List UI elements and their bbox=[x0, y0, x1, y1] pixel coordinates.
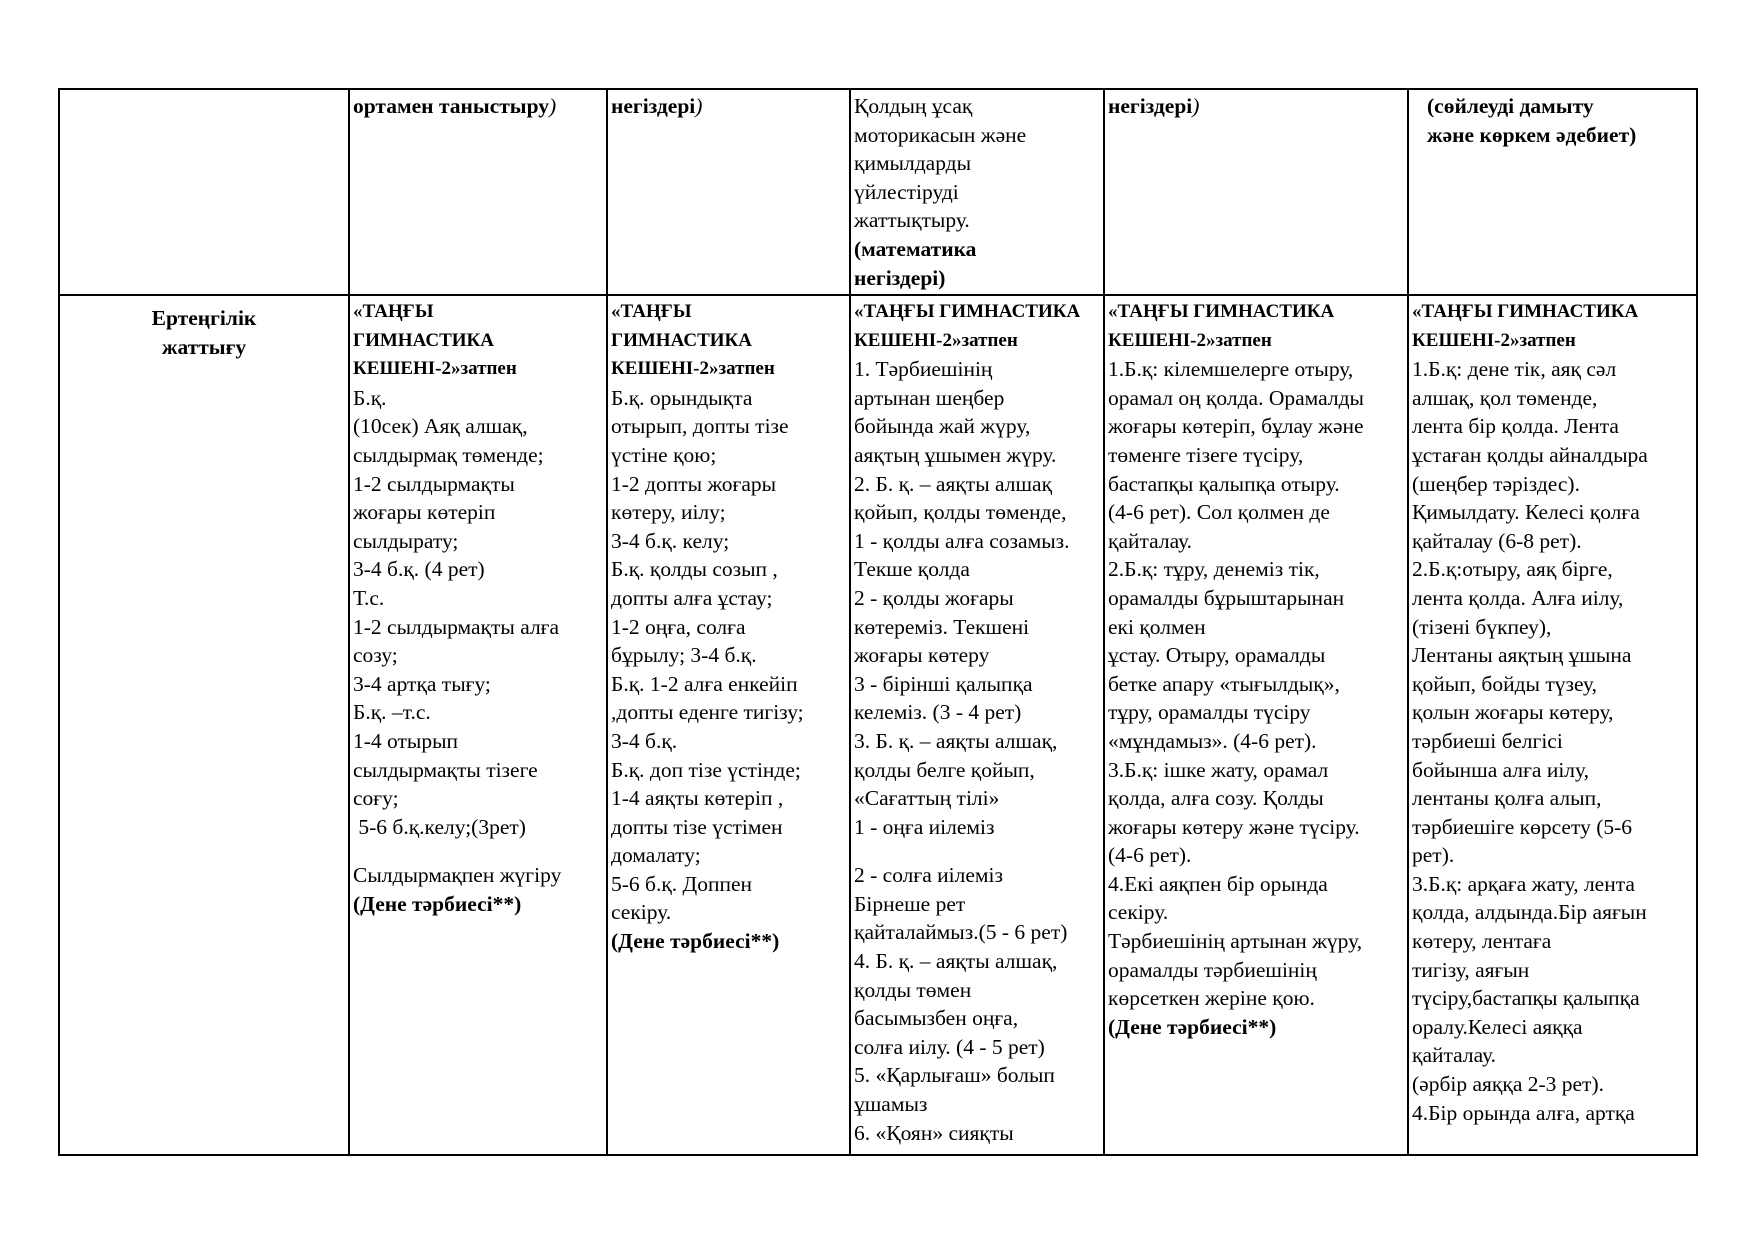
cell-line: қолды белге қойып, bbox=[854, 757, 1035, 782]
cell-line: Қолдың ұсақ bbox=[854, 94, 973, 118]
cell-line: 1-2 сылдырмақты bbox=[353, 471, 515, 496]
cell-line: Сылдырмақпен жүгіру bbox=[353, 863, 562, 888]
cell-line: 3-4 б.қ. келу; bbox=[611, 528, 730, 553]
cell-line: артынан шеңбер bbox=[854, 385, 1005, 410]
cell-line: екі қолмен bbox=[1108, 614, 1206, 639]
cell-line: (шеңбер тәріздес). bbox=[1412, 471, 1580, 496]
cell-text: ортамен таныстыру bbox=[353, 94, 550, 118]
cell-line: бетке апару «тығылдық», bbox=[1108, 671, 1340, 696]
cell-line: «ТАҢҒЫ ГИМНАСТИКА bbox=[854, 301, 1081, 322]
cell-line: Лентаны аяқтың ұшына bbox=[1412, 643, 1632, 668]
cell-line: «ТАҢҒЫ bbox=[353, 301, 434, 322]
cell-line: Тәрбиешінің артынан жүру, bbox=[1108, 929, 1363, 954]
row1-col1-cell bbox=[59, 89, 349, 295]
cell-line: түсіру,бастапқы қалыпқа bbox=[1412, 986, 1640, 1011]
cell-line: бойында жай жүру, bbox=[854, 414, 1031, 439]
cell-line: КЕШЕНІ-2»затпен bbox=[1412, 329, 1576, 351]
cell-line: Т.с. bbox=[353, 585, 385, 610]
cell-line: бойынша алға иілу, bbox=[1412, 757, 1589, 782]
cell-line: қолын жоғары көтеру, bbox=[1412, 700, 1614, 725]
cell-line: (әрбір аяққа 2-3 рет). bbox=[1412, 1072, 1604, 1097]
cell-line: тигізу, аяғын bbox=[1412, 957, 1530, 982]
cell-text: негіздері bbox=[611, 94, 696, 118]
cell-line: қойып, қолды төмендe, bbox=[854, 500, 1067, 525]
cell-line: жоғары көтеру және түсіру. bbox=[1108, 814, 1360, 839]
cell-line: 4.Бір орында алға, артқа bbox=[1412, 1100, 1635, 1125]
cell-line: тұру, орамалды түсіру bbox=[1108, 700, 1311, 725]
cell-line: жоғары көтеріп, бұлау және bbox=[1108, 414, 1364, 439]
cell-line: 2. Б. қ. – аяқты алшақ bbox=[854, 471, 1053, 496]
cell-line: ұшамыз bbox=[854, 1092, 928, 1117]
cell-line: отырып, допты тізе bbox=[611, 414, 789, 439]
blank-line bbox=[854, 841, 1100, 861]
cell-line: 2 - қолды жоғары bbox=[854, 585, 1014, 610]
cell-line: (10сек) Аяқ алшақ, bbox=[353, 414, 528, 439]
cell-line: қимылдарды bbox=[854, 151, 972, 176]
cell-line: Б.қ. bbox=[353, 385, 387, 410]
cell-line: жоғары көтеріп bbox=[353, 500, 496, 525]
cell-line: Б.қ. қолды созып , bbox=[611, 557, 778, 582]
cell-line: жоғары көтеру bbox=[854, 643, 990, 668]
cell-line: КЕШЕНІ-2»затпен bbox=[854, 329, 1018, 351]
cell-line: Б.қ. доп тізе үстінде; bbox=[611, 757, 801, 782]
cell-line: (Дене тәрбиесі**) bbox=[611, 929, 780, 954]
cell-text: ) bbox=[549, 94, 557, 118]
row2-col4-cell bbox=[850, 295, 1104, 1155]
cell-line: жаттықтыру. bbox=[854, 208, 970, 233]
cell-line: секіру. bbox=[611, 900, 672, 925]
cell-line: орамалды тәрбиешінің bbox=[1108, 957, 1317, 982]
cell-line: (сөйлеуді дамыту bbox=[1427, 94, 1594, 118]
cell-line: 5-6 б.қ.келу;(3рет) bbox=[353, 814, 526, 839]
cell-line: 3-4 б.қ. bbox=[611, 728, 678, 753]
cell-line: ,допты еденге тигізу; bbox=[611, 700, 804, 725]
cell-line: солға иілу. (4 - 5 рет) bbox=[854, 1034, 1045, 1059]
row-label: жаттығу bbox=[161, 334, 247, 359]
cell-line: ГИМНАСТИКА bbox=[611, 329, 753, 351]
cell-line: домалату; bbox=[611, 843, 701, 868]
cell-line: 1-4 отырып bbox=[353, 728, 459, 753]
cell-line: 1 - оңға иілеміз bbox=[854, 814, 995, 839]
cell-line: 2.Б.қ:отыру, аяқ бірге, bbox=[1412, 557, 1613, 582]
cell-line: 3-4 артқа тығу; bbox=[353, 671, 491, 696]
cell-line: сылдырату; bbox=[353, 528, 459, 553]
cell-line: қайталау. bbox=[1108, 528, 1193, 553]
cell-line: (математика bbox=[854, 236, 977, 261]
cell-line: 3. Б. қ. – аяқты алшақ, bbox=[854, 728, 1058, 753]
cell-line: және көркем әдебиет) bbox=[1427, 122, 1637, 147]
cell-line: қайталаймыз.(5 - 6 рет) bbox=[854, 920, 1068, 945]
cell-line: 5. «Қарлығаш» болып bbox=[854, 1063, 1055, 1088]
cell-line: соғу; bbox=[353, 786, 399, 811]
row1-col4-cell bbox=[850, 89, 1104, 295]
cell-line: көтеру, лентаға bbox=[1412, 929, 1552, 954]
cell-line: қолда, алдында.Бір аяғын bbox=[1412, 900, 1647, 925]
cell-line: тәрбиеші белгісі bbox=[1412, 728, 1563, 753]
cell-line: 3 - бірінші қалыпқа bbox=[854, 671, 1033, 696]
cell-line: созу; bbox=[353, 643, 398, 668]
cell-line: (4-6 рет). bbox=[1108, 843, 1192, 868]
cell-text: ) bbox=[695, 94, 703, 118]
cell-line: КЕШЕНІ-2»затпен bbox=[353, 358, 517, 380]
row2-col2-cell bbox=[349, 295, 607, 1155]
cell-line: қолда, алға созу. Қолды bbox=[1108, 786, 1324, 811]
cell-line: 1 - қолды алға созамыз. bbox=[854, 528, 1070, 553]
cell-line: (4-6 рет). Сол қолмен де bbox=[1108, 500, 1330, 525]
cell-line: 4.Екі аяқпен бір орында bbox=[1108, 871, 1328, 896]
table-row bbox=[59, 89, 1697, 295]
cell-line: Бірнеше рет bbox=[854, 891, 966, 916]
cell-line: алшақ, қол төменде, bbox=[1412, 385, 1598, 410]
cell-line: 3.Б.қ: арқаға жату, лента bbox=[1412, 871, 1635, 896]
cell-line: бастапқы қалыпқа отыру. bbox=[1108, 471, 1340, 496]
cell-line: қайталау (6-8 рет). bbox=[1412, 528, 1582, 553]
row-label-cell bbox=[59, 295, 349, 1155]
blank-line bbox=[353, 841, 603, 861]
cell-line: лента бір қолда. Лента bbox=[1412, 414, 1619, 439]
cell-line: допты тізе үстімен bbox=[611, 814, 783, 839]
cell-line: орамал оң қолда. Орамалды bbox=[1108, 385, 1364, 410]
cell-line: көтереміз. Текшені bbox=[854, 614, 1030, 639]
cell-line: қайталау. bbox=[1412, 1043, 1497, 1068]
cell-line: «Сағаттың тілі» bbox=[854, 786, 1000, 811]
cell-line: көрсеткен жеріне қою. bbox=[1108, 986, 1315, 1011]
cell-line: бұрылу; 3-4 б.қ. bbox=[611, 643, 757, 668]
cell-line: Қимылдату. Келесі қолға bbox=[1412, 500, 1640, 525]
cell-line: 1-2 допты жоғары bbox=[611, 471, 777, 496]
cell-line: сылдырмақты тізеге bbox=[353, 757, 538, 782]
cell-line: оралу.Келесі аяққа bbox=[1412, 1014, 1583, 1039]
cell-line: 2 - солға иілеміз bbox=[854, 863, 1003, 888]
cell-line: 1-4 аяқты көтеріп , bbox=[611, 786, 784, 811]
cell-line: моторикасын және bbox=[854, 122, 1027, 147]
cell-line: Б.қ. –т.с. bbox=[353, 700, 431, 725]
cell-line: «ТАҢҒЫ ГИМНАСТИКА bbox=[1412, 301, 1639, 322]
cell-line: 1-2 сылдырмақты алға bbox=[353, 614, 560, 639]
cell-line: тәрбиешіге көрсету (5-6 bbox=[1412, 814, 1633, 839]
cell-line: төменге тізеге түсіру, bbox=[1108, 442, 1304, 467]
cell-line: аяқтың ұшымен жүру. bbox=[854, 442, 1057, 467]
cell-text: негіздері bbox=[1108, 94, 1193, 118]
cell-line: 1. Тәрбиешінің bbox=[854, 357, 993, 382]
cell-line: КЕШЕНІ-2»затпен bbox=[611, 358, 775, 380]
cell-line: лентаны қолға алып, bbox=[1412, 786, 1602, 811]
cell-line: орамалды бұрыштарынан bbox=[1108, 585, 1345, 610]
schedule-table bbox=[58, 88, 1698, 1156]
cell-line: (Дене тәрбиесі**) bbox=[353, 891, 522, 916]
row2-col3-cell bbox=[607, 295, 850, 1155]
cell-line: «ТАҢҒЫ ГИМНАСТИКА bbox=[1108, 301, 1335, 322]
cell-line: ұстаған қолды айналдыра bbox=[1412, 442, 1648, 467]
cell-line: рет). bbox=[1412, 843, 1455, 868]
row-label: Ертеңгілік bbox=[151, 306, 257, 330]
cell-line: (тізені бүкпеу), bbox=[1412, 614, 1552, 639]
cell-line: лента қолда. Алға иілу, bbox=[1412, 585, 1624, 610]
cell-line: секіру. bbox=[1108, 900, 1169, 925]
cell-line: қойып, бойды түзеу, bbox=[1412, 671, 1597, 696]
cell-line: Б.қ. орындықта bbox=[611, 385, 753, 410]
cell-line: ұстау. Отыру, орамалды bbox=[1108, 643, 1326, 668]
cell-line: КЕШЕНІ-2»затпен bbox=[1108, 329, 1272, 351]
cell-line: ГИМНАСТИКА bbox=[353, 329, 495, 351]
cell-line: допты алға ұстау; bbox=[611, 585, 773, 610]
cell-line: 3.Б.қ: ішке жату, орамал bbox=[1108, 757, 1329, 782]
cell-line: көтеру, иілу; bbox=[611, 500, 726, 525]
row1-col2-cell bbox=[349, 89, 607, 295]
table-row bbox=[59, 295, 1697, 1155]
row1-col6-cell bbox=[1408, 89, 1697, 295]
cell-line: «мұндамыз». (4-6 рет). bbox=[1108, 728, 1317, 753]
cell-line: 4. Б. қ. – аяқты алшақ, bbox=[854, 949, 1058, 974]
cell-line: 2.Б.қ: тұру, денеміз тік, bbox=[1108, 557, 1320, 582]
row1-col3-cell bbox=[607, 89, 850, 295]
row2-col6-cell bbox=[1408, 295, 1697, 1155]
cell-line: 1.Б.қ: дене тік, аяқ сәл bbox=[1412, 357, 1617, 382]
row1-col5-cell bbox=[1104, 89, 1408, 295]
cell-line: «ТАҢҒЫ bbox=[611, 301, 692, 322]
cell-line: басымызбен оңға, bbox=[854, 1006, 1019, 1031]
cell-line: үстіне қою; bbox=[611, 442, 717, 467]
cell-line: 3-4 б.қ. (4 рет) bbox=[353, 557, 485, 582]
cell-line: Текше қолда bbox=[854, 557, 970, 582]
cell-line: 5-6 б.қ. Доппен bbox=[611, 871, 753, 896]
cell-line: 1.Б.қ: кілемшелерге отыру, bbox=[1108, 357, 1354, 382]
cell-line: 1-2 оңға, солға bbox=[611, 614, 746, 639]
cell-line: негіздері) bbox=[854, 265, 946, 290]
cell-line: 6. «Қоян» сияқты bbox=[854, 1120, 1014, 1145]
cell-line: келеміз. (3 - 4 рет) bbox=[854, 700, 1022, 725]
cell-line: қолды төмен bbox=[854, 977, 972, 1002]
cell-text: ) bbox=[1192, 94, 1200, 118]
cell-line: Б.қ. 1-2 алға енкейіп bbox=[611, 671, 798, 696]
cell-line: сылдырмақ төменде; bbox=[353, 442, 544, 467]
cell-line: (Дене тәрбиесі**) bbox=[1108, 1014, 1277, 1039]
row2-col5-cell bbox=[1104, 295, 1408, 1155]
cell-line: үйлестіруді bbox=[854, 179, 959, 204]
